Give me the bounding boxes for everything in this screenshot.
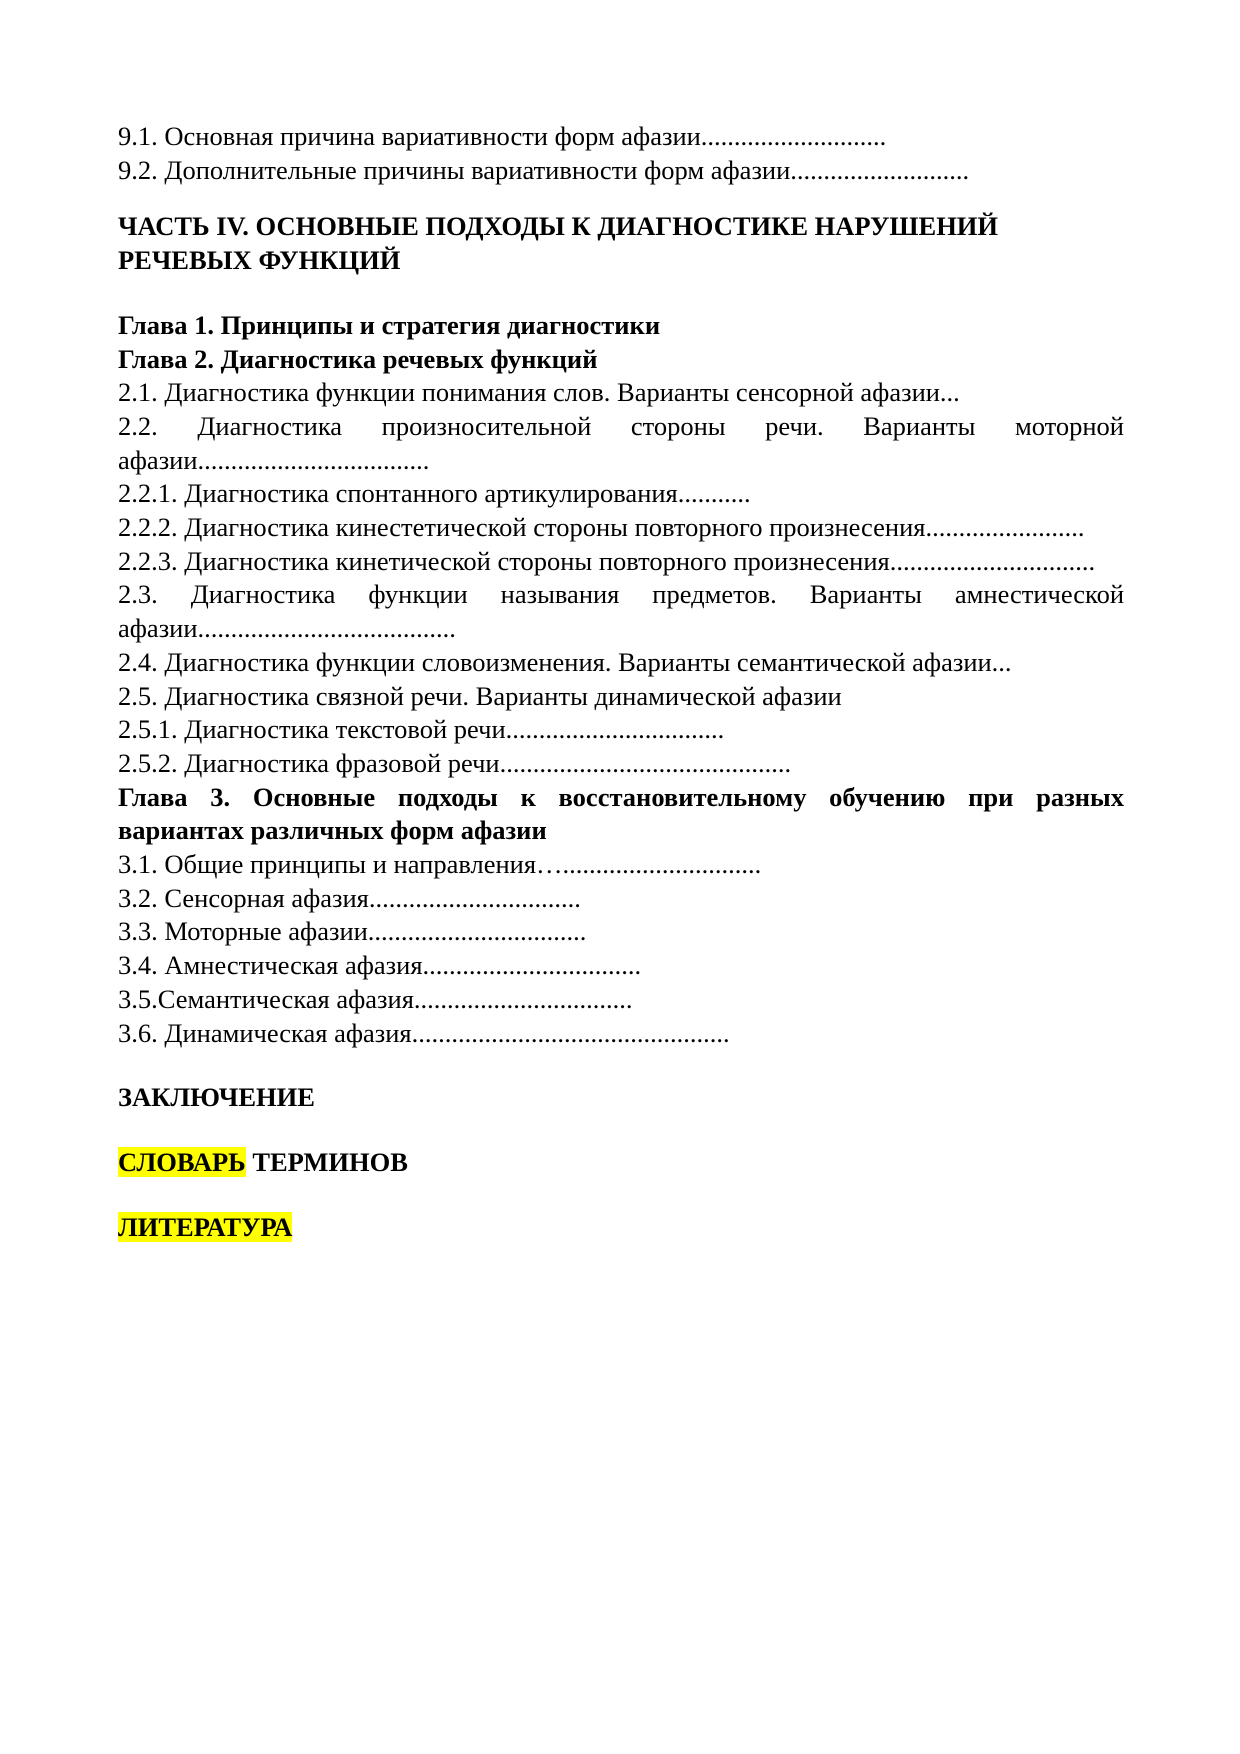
chapter-1-heading: Глава 1. Принципы и стратегия диагностики: [118, 309, 661, 340]
toc-entry-3-1: 3.1. Общие принципы и направления…..............................: [118, 849, 762, 880]
toc-entry-9-2: 9.2. Дополнительные причины вариативности форм афазии...........................: [118, 154, 970, 185]
glossary-highlighted-word: СЛОВАРЬ: [118, 1146, 246, 1177]
conclusion-heading: ЗАКЛЮЧЕНИЕ: [118, 1082, 315, 1113]
toc-entry-2-4: 2.4. Диагностика функции словоизменения. Варианты семантической афазии...: [118, 646, 1012, 677]
toc-entry-3-6: 3.6. Динамическая афазия................................................: [118, 1017, 730, 1048]
toc-entry-2-3: 2.3. Диагностика функции называния предметов. Варианты амнестической афазии.......................................: [118, 579, 1124, 644]
literature-heading: [118, 1211, 1124, 1245]
literature-highlighted-word: ЛИТЕРАТУРА: [118, 1211, 293, 1242]
toc-entry-2-2-1: 2.2.1. Диагностика спонтанного артикулирования...........: [118, 478, 751, 509]
toc-entry-2-5-2: 2.5.2. Диагностика фразовой речи............................................: [118, 747, 792, 778]
toc-entry-2-2-3: 2.2.3. Диагностика кинетической стороны повторного произнесения...............................: [118, 545, 1096, 576]
toc-entry-2-5: 2.5. Диагностика связной речи. Варианты динамической афазии: [118, 680, 842, 711]
toc-entry-2-5-1: 2.5.1. Диагностика текстовой речи.................................: [118, 714, 725, 745]
toc-entry-2-2: 2.2. Диагностика произносительной стороны речи. Варианты моторной афазии...................................: [118, 410, 1124, 475]
chapter-2-heading: Глава 2. Диагностика речевых функций: [118, 343, 598, 374]
glossary-rest: ТЕРМИНОВ: [245, 1146, 408, 1177]
toc-entry-3-2: 3.2. Сенсорная афазия................................: [118, 882, 581, 913]
toc-entry-3-4: 3.4. Амнестическая афазия.................................: [118, 950, 642, 981]
toc-entry-3-3: 3.3. Моторные афазии.................................: [118, 916, 587, 947]
toc-page: [118, 120, 1124, 1244]
toc-entry-9-1: 9.1. Основная причина вариативности форм афазии............................: [118, 121, 887, 151]
toc-entry-3-5: 3.5.Семантическая афазия.................................: [118, 983, 633, 1014]
glossary-heading: [118, 1146, 1124, 1180]
toc-entry-2-1: 2.1. Диагностика функции понимания слов. Варианты сенсорной афазии...: [118, 377, 960, 408]
part-4-heading: ЧАСТЬ IV. ОСНОВНЫЕ ПОДХОДЫ К ДИАГНОСТИКЕ НАРУШЕНИЙ РЕЧЕВЫХ ФУНКЦИЙ: [118, 211, 999, 276]
chapter-3-heading: Глава 3. Основные подходы к восстановительному обучению при разных вариантах различных форм афазии: [118, 781, 1124, 846]
toc-entry-2-2-2: 2.2.2. Диагностика кинестетической стороны повторного произнесения........................: [118, 512, 1085, 543]
